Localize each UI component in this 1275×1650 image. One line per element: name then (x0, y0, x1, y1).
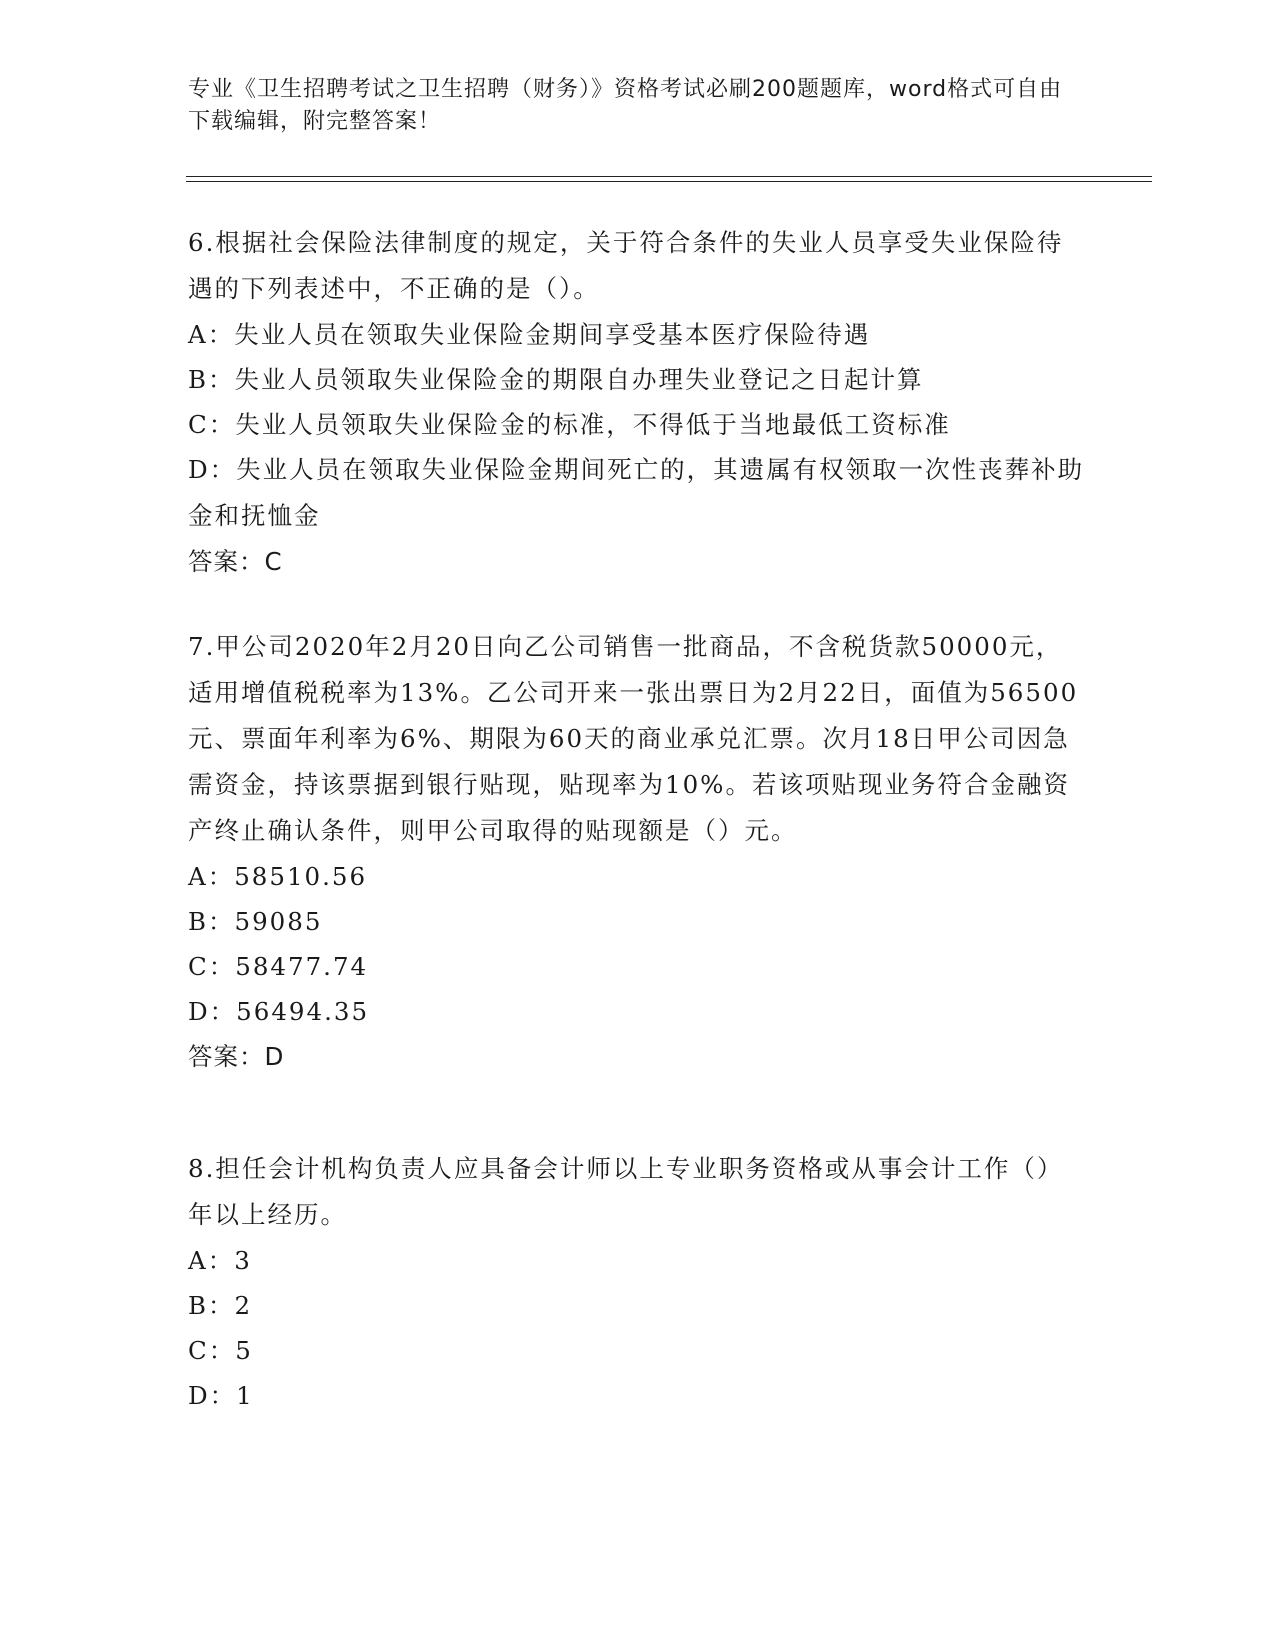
question-stem: 8.担任会计机构负责人应具备会计师以上专业职务资格或从事会计工作（）年以上经历。 (188, 1154, 1064, 1229)
option-a: A：58510.56 (188, 862, 368, 891)
option-a: A：失业人员在领取失业保险金期间享受基本医疗保险待遇 (188, 320, 871, 349)
option-c: C：失业人员领取失业保险金的标准，不得低于当地最低工资标准 (188, 410, 951, 439)
question-stem: 6.根据社会保险法律制度的规定，关于符合条件的失业人员享受失业保险待遇的下列表述中，不正确的是（）。 (188, 228, 1064, 303)
answer: 答案：C (188, 547, 283, 576)
option-d: D：56494.35 (188, 997, 370, 1026)
answer: 答案：D (188, 1042, 285, 1071)
option-d: D：失业人员在领取失业保险金期间死亡的，其遗属有权领取一次性丧葬补助金和抚恤金 (188, 455, 1085, 530)
option-c: C：5 (188, 1336, 253, 1365)
document-header: 专业《卫生招聘考试之卫生招聘（财务）》资格考试必刷200题题库，word格式可自由下载编辑，附完整答案！ (188, 77, 1063, 134)
option-d: D：1 (188, 1381, 254, 1410)
option-b: B：2 (188, 1291, 253, 1320)
option-b: B：59085 (188, 907, 323, 936)
question-6 (188, 220, 1088, 585)
option-b: B：失业人员领取失业保险金的期限自办理失业登记之日起计算 (188, 365, 924, 394)
question-stem: 7.甲公司2020年2月20日向乙公司销售一批商品，不含税货款50000元，适用增值税税率为13%。乙公司开来一张出票日为2月22日，面值为56500元、票面年利率为6%、期限为60天的商业承兑汇票。次月18日甲公司因急需资金，持该票据到银行贴现，贴现率为10%。若该项贴现业务符合金融资产终止确认条件，则甲公司取得的贴现额是（）元。 (188, 632, 1079, 845)
option-c: C：58477.74 (188, 952, 369, 981)
header-divider (186, 176, 1152, 182)
question-7 (188, 624, 1088, 1080)
question-8 (188, 1146, 1088, 1418)
option-a: A：3 (188, 1246, 252, 1275)
